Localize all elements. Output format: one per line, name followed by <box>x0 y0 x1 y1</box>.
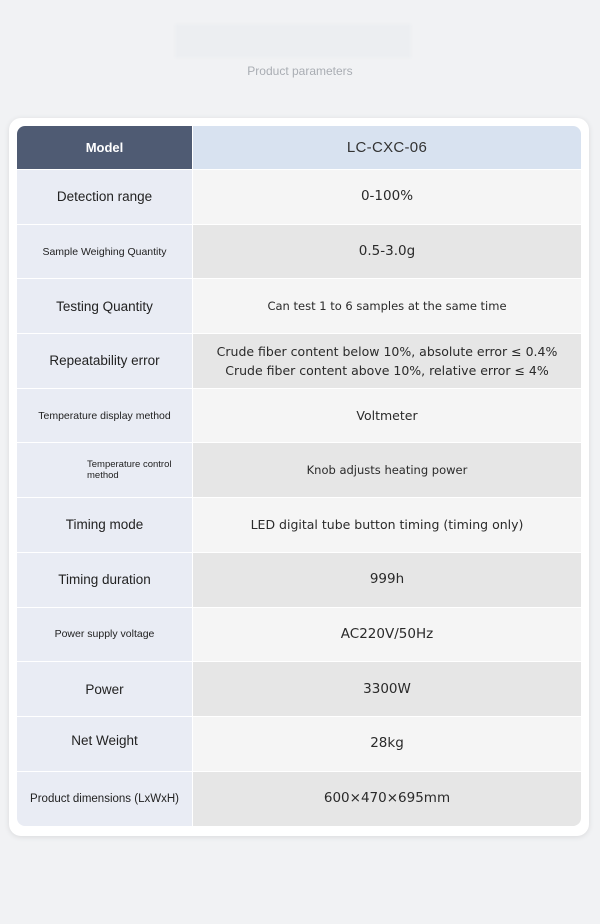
table-row <box>17 717 581 772</box>
table-row <box>17 443 581 498</box>
table-row <box>17 389 581 444</box>
param-value: Can test 1 to 6 samples at the same time <box>193 279 581 333</box>
table-row <box>17 772 581 827</box>
table-row <box>17 279 581 334</box>
param-label: Timing duration <box>17 553 193 607</box>
table-row <box>17 498 581 553</box>
top-section <box>0 0 600 100</box>
title-banner <box>175 24 411 58</box>
param-label: Repeatability error <box>17 334 193 388</box>
param-label: Power <box>17 662 193 716</box>
parameters-card <box>9 118 589 836</box>
param-value: 600×470×695mm <box>193 772 581 827</box>
param-value: 3300W <box>193 662 581 716</box>
param-value: AC220V/50Hz <box>193 608 581 662</box>
table-row <box>17 608 581 663</box>
table-row <box>17 662 581 717</box>
param-value: 0.5-3.0g <box>193 225 581 279</box>
table-row <box>17 334 581 389</box>
model-value: LC-CXC-06 <box>193 126 581 169</box>
param-label: Sample Weighing Quantity <box>17 225 193 279</box>
param-label: Power supply voltage <box>17 608 193 662</box>
section-subtitle: Product parameters <box>247 64 353 78</box>
table-row <box>17 225 581 280</box>
param-value: 999h <box>193 553 581 607</box>
param-value: 28kg <box>193 717 581 771</box>
param-label: Timing mode <box>17 498 193 552</box>
param-label: Temperature display method <box>17 389 193 443</box>
param-label: Temperature control method <box>17 443 193 497</box>
param-label: Product dimensions (LxWxH) <box>17 772 193 827</box>
param-label: Detection range <box>17 170 193 224</box>
param-label: Net Weight <box>17 717 193 771</box>
table-row <box>17 553 581 608</box>
param-value: Crude fiber content below 10%, absolute error ≤ 0.4% Crude fiber content above 10%, relative error ≤ 4% <box>193 334 581 388</box>
param-value: LED digital tube button timing (timing only) <box>193 498 581 552</box>
table-header-row <box>17 126 581 170</box>
param-value: Voltmeter <box>193 389 581 443</box>
model-label: Model <box>17 126 193 169</box>
parameters-table <box>17 126 581 826</box>
table-row <box>17 170 581 225</box>
param-value: Knob adjusts heating power <box>193 443 581 497</box>
param-label: Testing Quantity <box>17 279 193 333</box>
param-value: 0-100% <box>193 170 581 224</box>
